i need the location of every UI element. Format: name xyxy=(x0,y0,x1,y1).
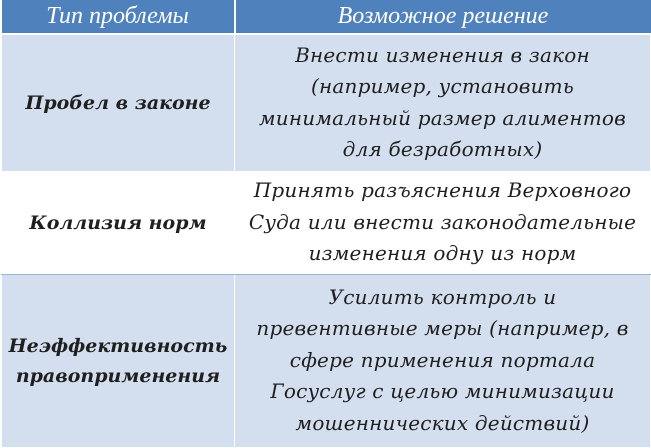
table-row xyxy=(2,34,651,171)
solution-line: минимальный размер алиментов xyxy=(259,105,626,130)
solution-cell xyxy=(235,274,651,447)
problem-type-text: Неэффективность xyxy=(8,334,228,357)
solution-line: Внести изменения в закон xyxy=(295,42,590,67)
solution-line: (например, установить xyxy=(311,74,574,99)
table-row xyxy=(2,171,651,274)
table-row xyxy=(2,274,651,447)
solution-cell xyxy=(235,171,651,274)
header-possible-solution: Возможное решение xyxy=(235,0,651,34)
problem-type-cell xyxy=(2,34,235,171)
problems-table xyxy=(1,0,651,448)
solution-line: Госуслуг с целью минимизации xyxy=(270,379,615,404)
problem-type-cell xyxy=(2,274,235,447)
solution-line: мошеннических действий) xyxy=(295,410,590,435)
solution-line: Усилить контроль и xyxy=(328,284,557,309)
problem-type-cell xyxy=(2,171,235,274)
header-problem-type: Тип проблемы xyxy=(2,0,235,34)
solution-line: изменения одну из норм xyxy=(308,241,577,266)
solution-line: для безработных) xyxy=(342,137,543,162)
solution-line: Суда или внести законодательные xyxy=(248,209,637,234)
solution-line: превентивные меры (например, в xyxy=(256,316,629,341)
solution-cell xyxy=(235,34,651,171)
solution-line: Принять разъяснения Верховного xyxy=(253,178,632,203)
problem-type-text: Коллизия норм xyxy=(29,211,207,234)
table-header-row xyxy=(2,0,651,34)
solution-line: сфере применения портала xyxy=(289,347,596,372)
problem-type-text: правоприменения xyxy=(15,364,221,387)
problem-type-text: Пробел в законе xyxy=(25,91,211,114)
